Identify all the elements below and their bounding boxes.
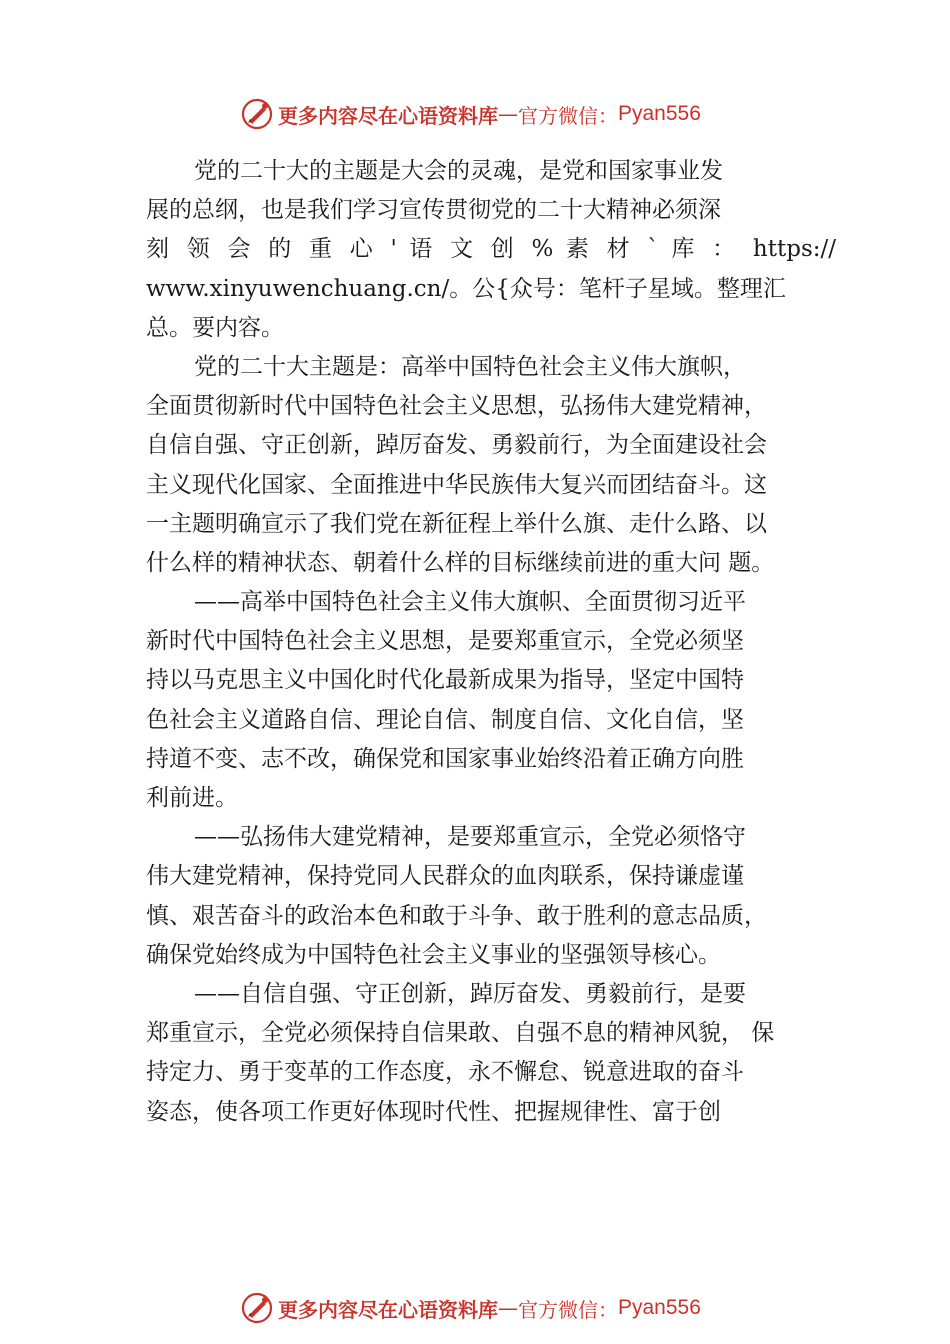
- text-line: 全面贯彻新时代中国特色社会主义思想，弘扬伟大建党精神，: [146, 393, 767, 420]
- brand-text: 更多内容尽在心语资料库: [278, 1297, 498, 1322]
- text-line: 姿态，使各项工作更好体现时代性、把握规律性、富于创: [146, 1098, 721, 1125]
- wechat-label: 官方微信：: [518, 1297, 618, 1322]
- dash: —: [498, 102, 518, 126]
- text-line: www.xinyuwenchuang.cn/。公{众号：笔杆子星域。整理汇: [146, 275, 786, 302]
- text-line: ——高举中国特色社会主义伟大旗帜、全面贯彻习近平: [194, 589, 746, 616]
- document-body: [146, 152, 836, 1132]
- text-line: 党的二十大主题是：高举中国特色社会主义伟大旗帜，: [194, 353, 746, 380]
- pen-circle-icon: [240, 97, 274, 131]
- text-line: 色社会主义道路自信、理论自信、制度自信、文化自信，坚: [146, 706, 744, 733]
- dash: —: [498, 1296, 518, 1320]
- brand-text: 更多内容尽在心语资料库: [278, 103, 498, 128]
- pen-circle-icon: [240, 1291, 274, 1325]
- text-line: 郑重宣示，全党必须保持自信果敢、自强不息的精神风貌， 保: [146, 1020, 775, 1047]
- text-line: ——自信自强、守正创新，踔厉奋发、勇毅前行，是要: [194, 980, 746, 1007]
- text-line: 慎、艰苦奋斗的政治本色和敢于斗争、敢于胜利的意志品质，: [146, 902, 767, 929]
- text-line: ——弘扬伟大建党精神，是要郑重宣示，全党必须恪守: [194, 824, 746, 851]
- text-line: 持道不变、志不改，确保党和国家事业始终沿着正确方向胜: [146, 745, 744, 772]
- header-banner: [240, 96, 701, 132]
- wechat-id: Pyan556: [618, 1296, 701, 1319]
- wechat-label: 官方微信：: [518, 103, 618, 128]
- text-line: 利前进。: [146, 785, 238, 811]
- text-line: 展的总纲，也是我们学习宣传贯彻党的二十大精神必须深: [146, 197, 721, 224]
- text-line: 自信自强、守正创新，踔厉奋发、勇毅前行，为全面建设社会: [146, 432, 767, 459]
- text-line: 一主题明确宣示了我们党在新征程上举什么旗、走什么路、以: [146, 510, 767, 537]
- text-line: 总。要内容。: [146, 314, 284, 341]
- text-line: 伟大建党精神，保持党同人民群众的血肉联系，保持谦虚谨: [146, 863, 744, 890]
- text-line: 新时代中国特色社会主义思想，是要郑重宣示，全党必须坚: [146, 628, 744, 655]
- footer-banner: [240, 1290, 701, 1326]
- wechat-id: Pyan556: [618, 102, 701, 125]
- text-line: 刻 领 会 的 重 心 ' 语 文 创 % 素 材 ` 库 ： https://: [146, 236, 836, 263]
- text-line: 什么样的精神状态、朝着什么样的目标继续前进的重大问 题。: [146, 549, 775, 576]
- text-line: 持定力、勇于变革的工作态度，永不懈怠、锐意进取的奋斗: [146, 1059, 744, 1086]
- text-line: 确保党始终成为中国特色社会主义事业的坚强领导核心。: [146, 941, 721, 968]
- text-line: 持以马克思主义中国化时代化最新成果为指导，坚定中国特: [146, 667, 744, 694]
- text-line: 党的二十大的主题是大会的灵魂，是党和国家事业发: [194, 158, 723, 184]
- text-line: 主义现代化国家、全面推进中华民族伟大复兴而团结奋斗。这: [146, 471, 767, 498]
